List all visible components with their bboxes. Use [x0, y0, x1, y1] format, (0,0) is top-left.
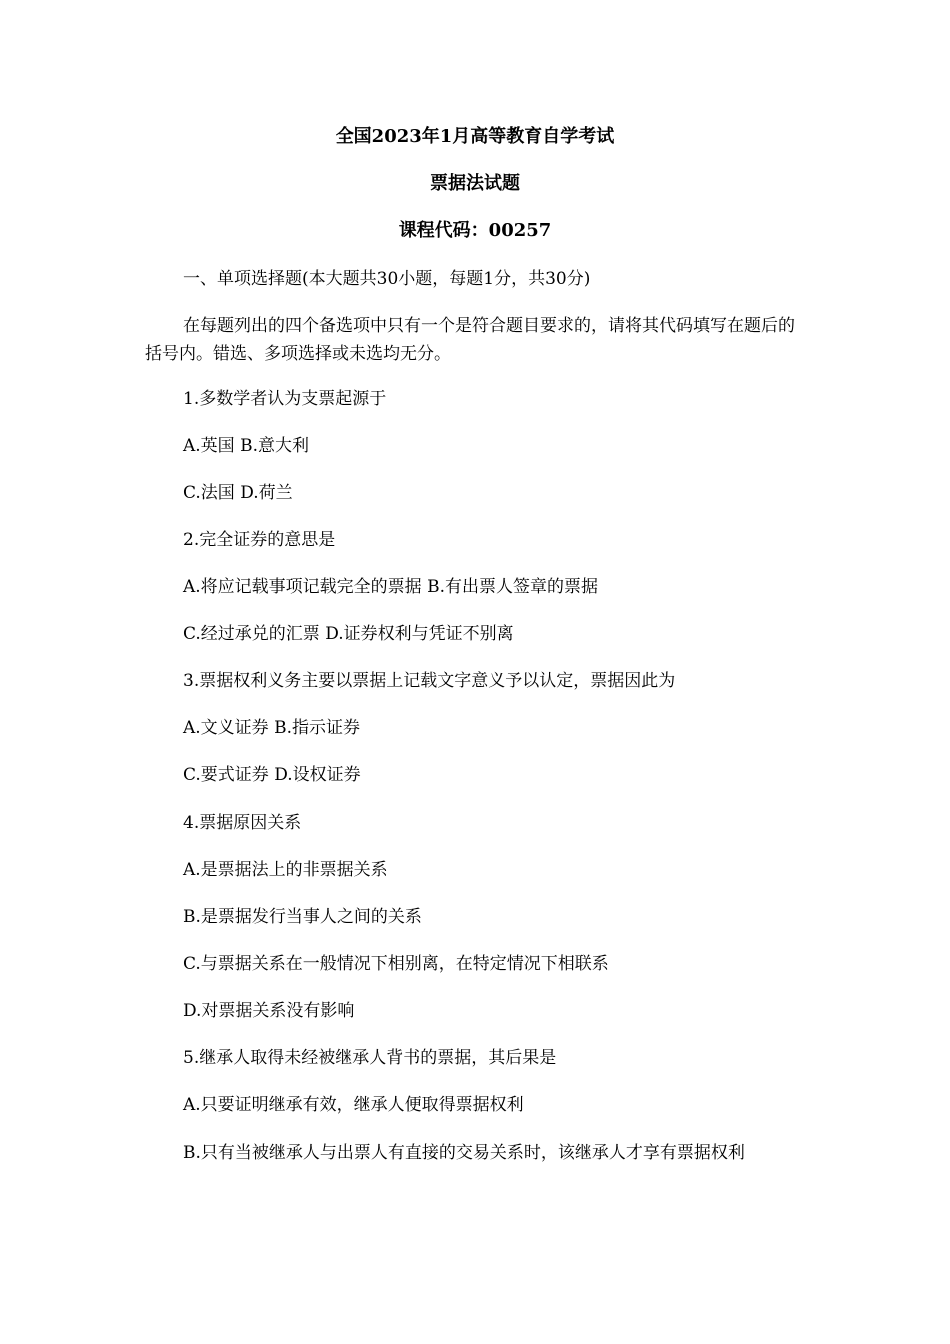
- question-1-stem: 1.多数学者认为支票起源于: [183, 389, 387, 409]
- question-5-stem: 5.继承人取得未经被继承人背书的票据，其后果是: [183, 1048, 557, 1068]
- section-instructions: 在每题列出的四个备选项中只有一个是符合题目要求的，请将其代码填写在题后的括号内。错选、多项选择或未选均无分。: [145, 316, 795, 364]
- section-heading: 一、单项选择题(本大题共30小题，每题1分，共30分): [183, 269, 591, 289]
- question-4-option-b: B.是票据发行当事人之间的关系: [183, 907, 422, 927]
- question-5-option-a: A.只要证明继承有效，继承人便取得票据权利: [183, 1095, 524, 1115]
- question-5-option-b: B.只有当被继承人与出票人有直接的交易关系时，该继承人才享有票据权利: [183, 1143, 745, 1163]
- exam-title: 全国2023年1月高等教育自学考试: [335, 126, 615, 147]
- question-3-options-ab: A.文义证券 B.指示证券: [183, 718, 360, 738]
- question-4-option-a: A.是票据法上的非票据关系: [183, 860, 388, 880]
- question-2-options-ab: A.将应记载事项记载完全的票据 B.有出票人签章的票据: [183, 577, 598, 597]
- question-3-stem: 3.票据权利义务主要以票据上记载文字意义予以认定，票据因此为: [183, 671, 676, 691]
- question-1-options-ab: A.英国 B.意大利: [183, 436, 309, 456]
- question-4-option-d: D.对票据关系没有影响: [183, 1001, 355, 1021]
- question-1-options-cd: C.法国 D.荷兰: [183, 483, 293, 503]
- question-2-stem: 2.完全证券的意思是: [183, 530, 336, 550]
- question-4-option-c: C.与票据关系在一般情况下相别离，在特定情况下相联系: [183, 954, 609, 974]
- question-2-options-cd: C.经过承兑的汇票 D.证券权利与凭证不别离: [183, 624, 514, 644]
- exam-subtitle: 票据法试题: [430, 173, 520, 194]
- question-3-options-cd: C.要式证券 D.设权证券: [183, 765, 361, 785]
- course-code: 课程代码：00257: [398, 220, 552, 241]
- question-4-stem: 4.票据原因关系: [183, 813, 302, 833]
